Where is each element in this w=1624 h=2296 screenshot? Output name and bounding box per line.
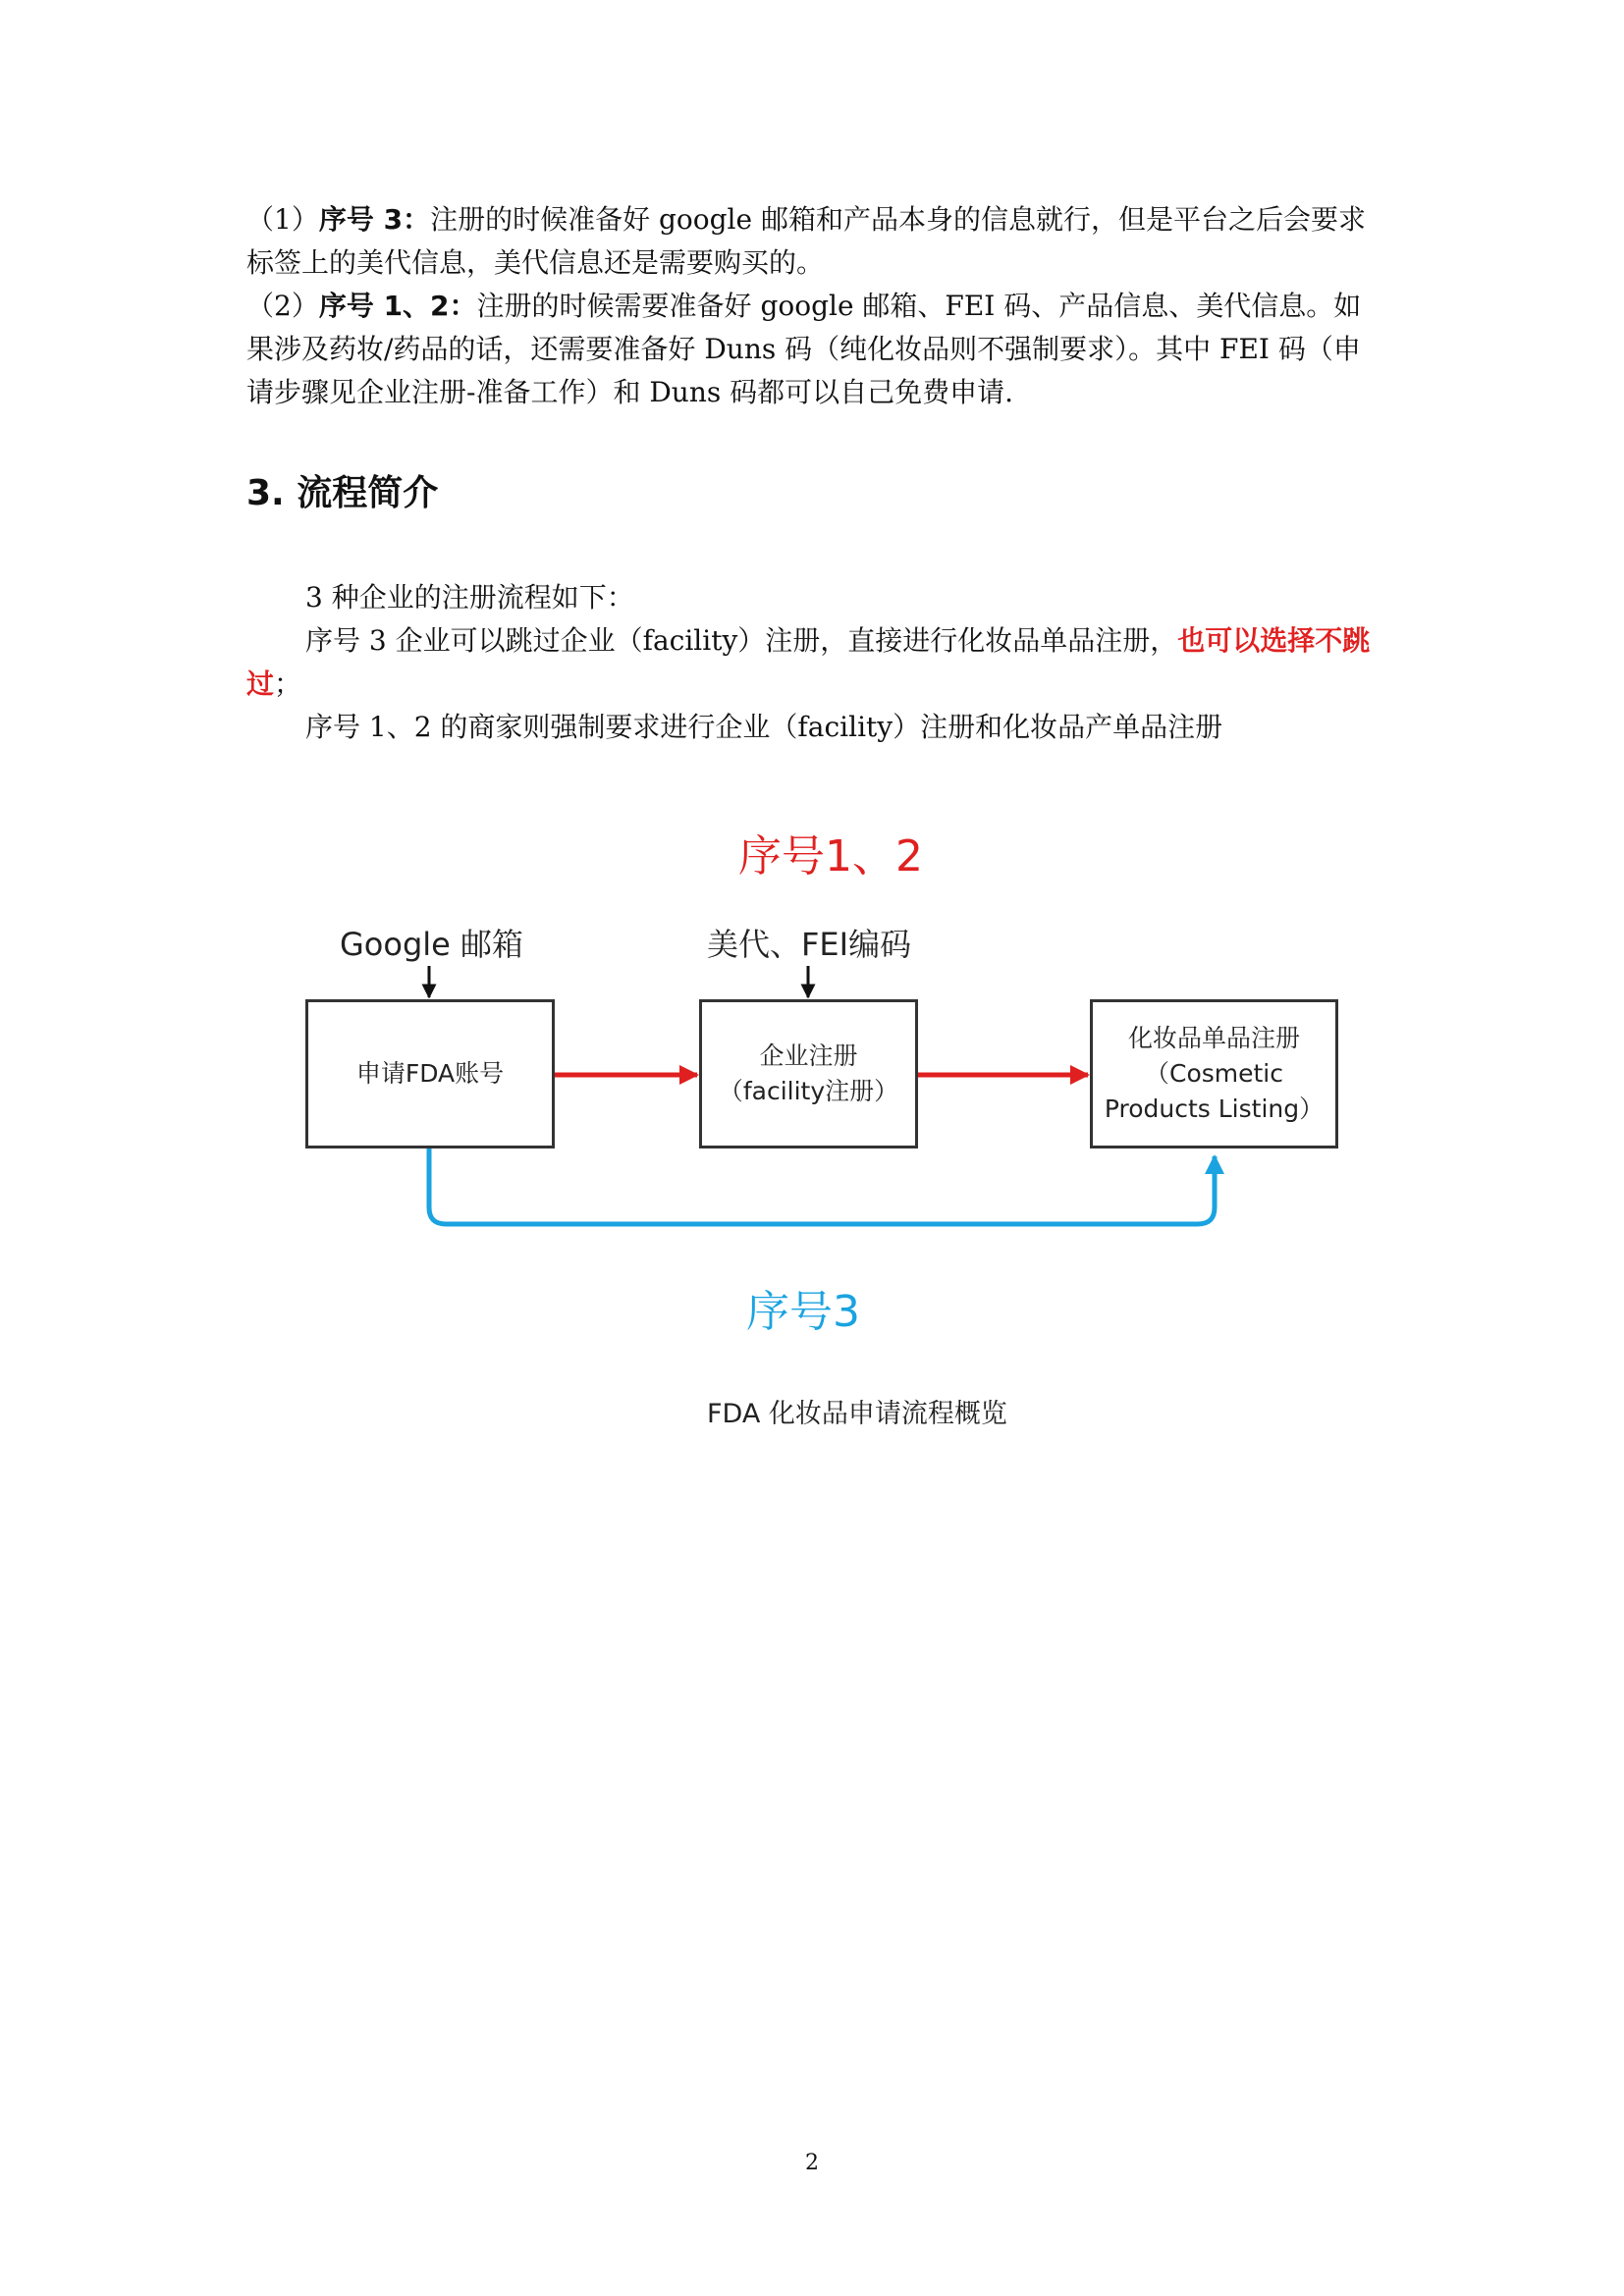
box-label-line1: 企业注册 [759, 1041, 858, 1070]
item-label: 序号 3： [318, 203, 431, 236]
paragraph-intro: 3 种企业的注册流程如下： [305, 581, 634, 614]
google-email-label: Google 邮箱 [340, 926, 524, 963]
p2-red-text: 也可以选择不跳过 [246, 624, 1371, 700]
item-text: 注册的时候准备好 google 邮箱和产品本身的信息就行，但是平台之后会要求标签上的美代信息，美代信息还是需要购买的。 [246, 203, 1366, 279]
box-label-line2: （facility注册） [718, 1077, 899, 1105]
box-label-line2: （Cosmetic [1144, 1059, 1283, 1088]
item-label: 序号 1、2： [318, 290, 477, 322]
box-label-line1: 化妆品单品注册 [1127, 1024, 1300, 1052]
box-label-line3: Products Listing） [1104, 1095, 1325, 1123]
section-heading: 3. 流程简介 [246, 473, 439, 513]
facility-registration-box [699, 999, 918, 1148]
item-prefix: （2） [246, 290, 319, 322]
paragraph-item-3 [246, 198, 1385, 285]
agent-fei-label: 美代、FEI编码 [707, 926, 912, 963]
item-text: 注册的时候需要准备好 google 邮箱、FEI 码、产品信息、美代信息。如果涉及药妆/药品的话，还需要准备好 Duns 码（纯化妆品则不强制要求）。其中 FEI 码（申请步骤见企业注册-准备工作）和 Duns 码都可以自己免费申请. [246, 290, 1362, 408]
cosmetic-listing-box [1090, 999, 1338, 1148]
page-number: 2 [805, 2151, 819, 2175]
p2-end: ； [274, 667, 302, 700]
item-prefix: （1） [246, 203, 319, 236]
box-label: 申请FDA账号 [355, 1059, 505, 1088]
blue-bypass-arrow [429, 1148, 1215, 1224]
paragraph-series-1-2: 序号 1、2 的商家则强制要求进行企业（facility）注册和化妆品产单品注册 [305, 711, 1223, 743]
series-3-label: 序号3 [746, 1287, 860, 1337]
series-1-2-label: 序号1、2 [738, 831, 923, 881]
p2-text: 序号 3 企业可以跳过企业（facility）注册，直接进行化妆品单品注册， [305, 624, 1178, 657]
figure-caption: FDA 化妆品申请流程概览 [707, 1399, 1007, 1429]
apply-fda-account-box [305, 999, 555, 1148]
paragraph-item-1-2 [246, 285, 1385, 414]
paragraph-series-3 [246, 619, 1385, 706]
